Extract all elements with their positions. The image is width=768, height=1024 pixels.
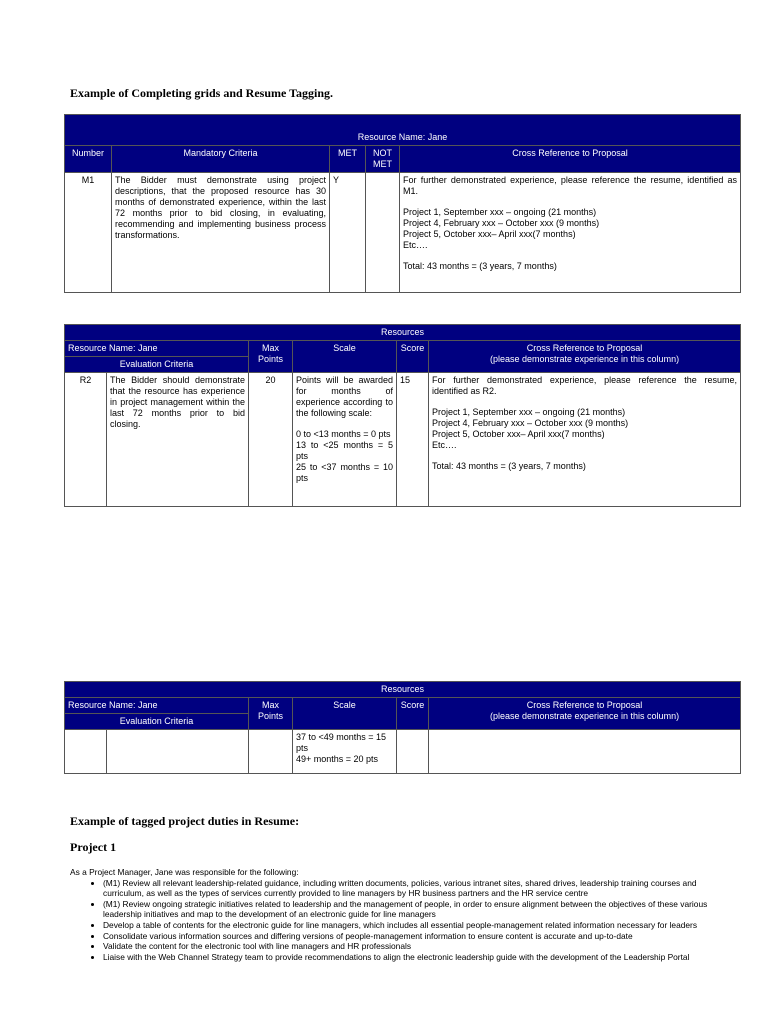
duties-list bbox=[70, 878, 730, 963]
project-line: Project 4, February xxx – October xxx (9 months) bbox=[403, 218, 600, 228]
cross-reference-intro: For further demonstrated experience, please reference the resume, identified as R2. bbox=[432, 375, 738, 396]
criterion-text: The Bidder must demonstrate using project descriptions, that the proposed resource has 30 months of demonstrated experience, within the last 72 months prior to bid closing, in evaluating, recommending and implementing business process transformations. bbox=[112, 173, 330, 293]
not-met-value bbox=[366, 173, 400, 293]
list-item: • Consolidate various information sources and differing versions of people-management information to ensure content is accurate and up-to-date bbox=[103, 931, 730, 942]
column-header-score: Score bbox=[397, 341, 429, 373]
project-heading: Project 1 bbox=[70, 840, 117, 854]
column-header-evaluation-criteria: Evaluation Criteria bbox=[65, 357, 249, 373]
cross-reference-title: Cross Reference to Proposal bbox=[526, 343, 643, 353]
total-months: Total: 43 months = (3 years, 7 months) bbox=[403, 261, 557, 271]
list-item: • Develop a table of contents for the electronic guide for line managers, which includes all essential people-management related information necessary for leaders bbox=[103, 920, 730, 931]
cross-reference-intro: For further demonstrated experience, please reference the resume, identified as M1. bbox=[403, 175, 738, 196]
list-item: • (M1) Review ongoing strategic initiatives related to leadership and the management of people, in order to ensure alignment between the objectives of these various leadership initiatives and map to the development of an electronic guide for line managers bbox=[103, 899, 730, 920]
column-header-max-points: Max Points bbox=[249, 698, 293, 730]
cross-reference-cell bbox=[429, 373, 741, 507]
project-duties bbox=[70, 867, 730, 962]
criterion-number: R2 bbox=[65, 373, 107, 507]
project-line: Project 5, October xxx– April xxx(7 months) bbox=[432, 429, 605, 439]
column-header-evaluation-criteria: Evaluation Criteria bbox=[65, 714, 249, 730]
project-line: Project 5, October xxx– April xxx(7 months) bbox=[403, 229, 576, 239]
column-header-met: MET bbox=[330, 146, 366, 173]
resources-header: Resources bbox=[65, 325, 741, 341]
mandatory-criteria-table bbox=[64, 114, 741, 293]
list-item: • (M1) Review all relevant leadership-related guidance, including written documents, policies, various intranet sites, shared drives, leadership training courses and curriculum, as well as the types of services currently provided to line managers by HR business partners and the HR service centre bbox=[103, 878, 730, 899]
empty-cell bbox=[65, 730, 107, 774]
duties-intro: As a Project Manager, Jane was responsible for the following: bbox=[70, 867, 299, 877]
resource-name-header: Resource Name: Jane bbox=[65, 341, 249, 357]
scale-intro: Points will be awarded for months of experience according to the following scale: bbox=[296, 375, 393, 418]
scale-cell bbox=[293, 730, 397, 774]
cross-reference-subtitle: (please demonstrate experience in this column) bbox=[489, 711, 680, 721]
max-points-value: 20 bbox=[249, 373, 293, 507]
column-header-cross-reference: Cross Reference to Proposal bbox=[400, 146, 741, 173]
list-item: • Liaise with the Web Channel Strategy team to provide recommendations to align the electronic leadership guide with the development of the Leadership Portal bbox=[103, 952, 730, 963]
scale-cell bbox=[293, 373, 397, 507]
resource-name-header: Resource Name: Jane bbox=[65, 698, 249, 714]
scale-item: 37 to <49 months = 15 pts bbox=[296, 732, 387, 753]
project-line: Etc…. bbox=[403, 240, 428, 250]
project-line: Project 1, September xxx – ongoing (21 months) bbox=[432, 407, 626, 417]
column-header-scale: Scale bbox=[293, 341, 397, 373]
project-line: Etc…. bbox=[432, 440, 457, 450]
empty-cell bbox=[397, 730, 429, 774]
column-header-scale: Scale bbox=[293, 698, 397, 730]
cross-reference-title: Cross Reference to Proposal bbox=[526, 700, 643, 710]
column-header-cross-reference bbox=[429, 341, 741, 373]
list-item: • Validate the content for the electronic tool with line managers and HR professionals bbox=[103, 941, 730, 952]
column-header-mandatory-criteria: Mandatory Criteria bbox=[112, 146, 330, 173]
column-header-not-met: NOT MET bbox=[366, 146, 400, 173]
met-value: Y bbox=[330, 173, 366, 293]
scale-item: 25 to <37 months = 10 pts bbox=[296, 462, 393, 483]
section-heading-grids: Example of Completing grids and Resume Tagging. bbox=[70, 86, 334, 100]
cross-reference-subtitle: (please demonstrate experience in this column) bbox=[489, 354, 680, 364]
empty-cell bbox=[107, 730, 249, 774]
project-line: Project 4, February xxx – October xxx (9 months) bbox=[432, 418, 629, 428]
resources-header: Resources bbox=[65, 682, 741, 698]
evaluation-criteria-table-continued bbox=[64, 681, 741, 774]
criterion-text: The Bidder should demonstrate that the resource has experience in project management within the last 72 months prior to bid closing. bbox=[107, 373, 249, 507]
empty-cell bbox=[249, 730, 293, 774]
column-header-max-points: Max Points bbox=[249, 341, 293, 373]
column-header-number: Number bbox=[65, 146, 112, 173]
section-heading-tagged-duties: Example of tagged project duties in Resume: bbox=[70, 814, 300, 828]
total-months: Total: 43 months = (3 years, 7 months) bbox=[432, 461, 586, 471]
criterion-number: M1 bbox=[65, 173, 112, 293]
cross-reference-cell bbox=[400, 173, 741, 293]
resource-name-header: Resource Name: Jane bbox=[65, 115, 741, 146]
column-header-score: Score bbox=[397, 698, 429, 730]
project-line: Project 1, September xxx – ongoing (21 months) bbox=[403, 207, 597, 217]
scale-item: 49+ months = 20 pts bbox=[296, 754, 379, 764]
evaluation-criteria-table bbox=[64, 324, 741, 507]
empty-cell bbox=[429, 730, 741, 774]
score-value: 15 bbox=[397, 373, 429, 507]
scale-item: 13 to <25 months = 5 pts bbox=[296, 440, 393, 461]
column-header-cross-reference bbox=[429, 698, 741, 730]
scale-item: 0 to <13 months = 0 pts bbox=[296, 429, 391, 439]
